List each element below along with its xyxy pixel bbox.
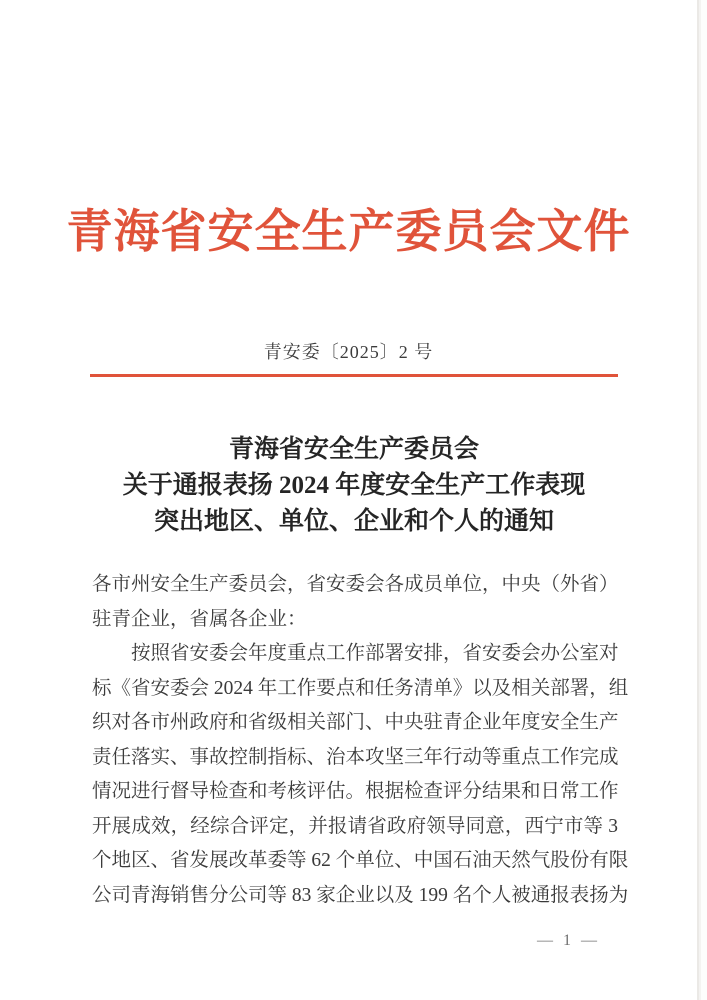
letterhead-title: 青海省安全生产委员会文件	[66, 206, 631, 257]
body-line: 织对各市州政府和省级相关部门、中央驻青企业年度安全生产	[92, 712, 619, 733]
document-title	[90, 432, 618, 540]
body-line: 公司青海销售分公司等 83 家企业以及 199 名个人被通报表扬为	[92, 884, 629, 906]
body-line: 个地区、省发展改革委等 62 个单位、中国石油天然气股份有限	[92, 850, 629, 871]
body-line: 标《省安委会 2024 年工作要点和任务清单》以及相关部署，组	[92, 677, 629, 699]
body-line: 各市州安全生产委员会，省安委会各成员单位，中央（外省）	[92, 574, 619, 595]
document-number: 青安委〔2025〕2 号	[263, 342, 434, 362]
body-line: 情况进行督导检查和考核评估。根据检查评分结果和日常工作	[92, 781, 619, 802]
document-title-line-2: 关于通报表扬 2024 年度安全生产工作表现	[122, 472, 586, 499]
document-title-line-3: 突出地区、单位、企业和个人的通知	[153, 508, 554, 535]
body-line: 责任落实、事故控制指标、治本攻坚三年行动等重点工作完成	[92, 746, 619, 768]
document-body	[92, 568, 629, 913]
body-line: 驻青企业，省属各企业：	[92, 608, 307, 630]
red-divider-line	[90, 374, 618, 377]
body-line: 按照省安委会年度重点工作部署安排，省安委会办公室对	[131, 643, 619, 664]
document-title-line-1: 青海省安全生产委员会	[228, 436, 479, 463]
page-number: — 1 —	[537, 932, 600, 949]
body-line: 开展成效，经综合评定，并报请省政府领导同意，西宁市等 3	[92, 815, 618, 837]
